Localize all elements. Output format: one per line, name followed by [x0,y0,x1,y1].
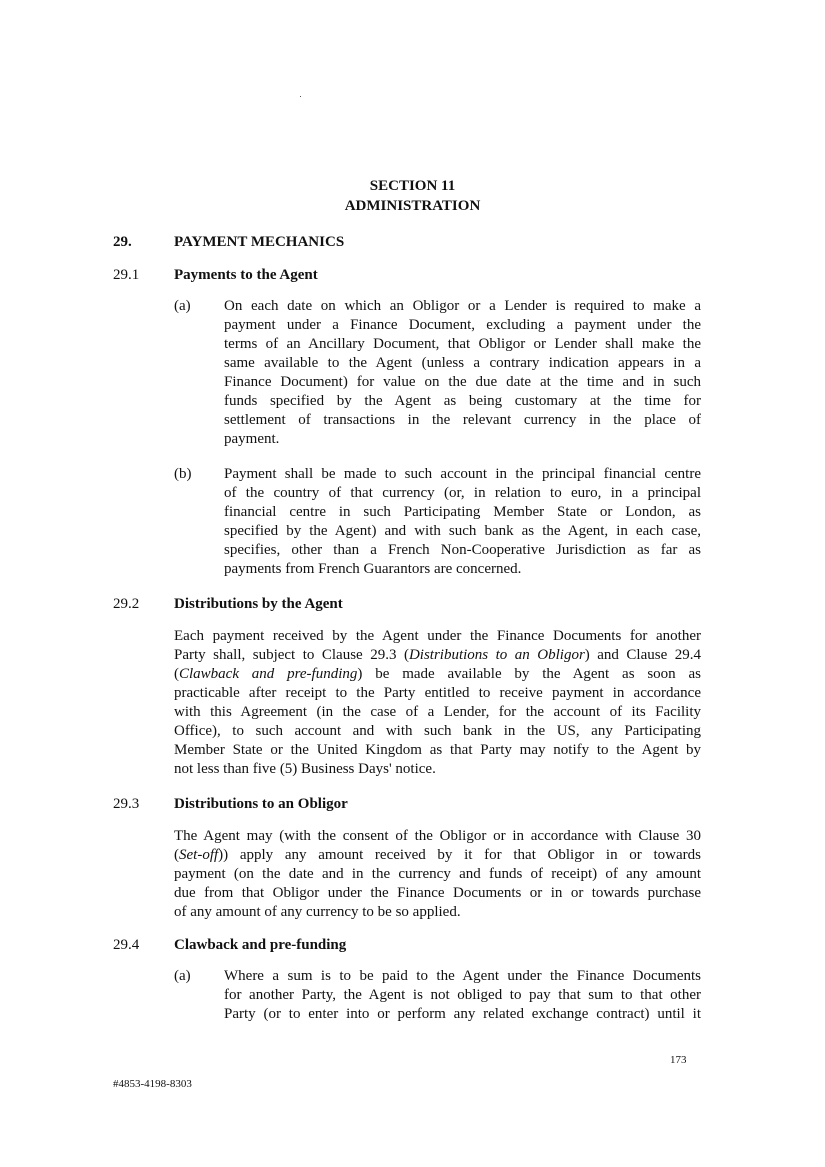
clause-29-title: PAYMENT MECHANICS [174,234,345,250]
clause-29-2-text: Each payment received by the Agent under the Finance Documents for another Party shall, subject to Clause 29.3 (Distributions to an Obligor) and Clause 29.4 (Clawback and pre-funding) be made available by the Agent as soon as practicable after receipt to the Party entitled to receive payment in accordance with this Agreement (in the case of a Lender, for the account of its Facility Office), to such account and with such bank in the US, any Participating Member State or the United Kingdom as that Party may notify to the Agent by not less than five (5) Business Days' notice. [174,628,701,777]
clause-29-1-a-text: On each date on which an Obligor or a Lender is required to make a payment under a Finance Document, excluding a payment under the terms of an Ancillary Document, that Obligor or Lender shall make the same available to the Agent (unless a contrary indication appears in a Finance Document) for value on the due date at the time and in such funds specified by the Agent as being customary at the time for settlement of transactions in the relevant currency in the place of payment. [224,298,701,447]
clause-29-4-a-label: (a) [174,968,191,984]
clause-29-4-a-text: Where a sum is to be paid to the Agent under the Finance Documents for another Party, the Agent is not obliged to pay that sum to that other Party (or to enter into or perform any related exchange contract) until it [224,968,701,1022]
clause-29-1-a-label: (a) [174,298,191,314]
clause-29-2-number: 29.2 [113,596,140,612]
clause-29-1-title: Payments to the Agent [174,267,318,283]
page-number: 173 [670,1054,687,1066]
clause-29-3-text: The Agent may (with the consent of the Obligor or in accordance with Clause 30 (Set-off)) apply any amount received by it for that Obligor in or towards payment (on the date and in the currency and funds of receipt) of any amount due from that Obligor under the Finance Documents or in or towards purchase of any amount of any currency to be so applied. [174,828,701,920]
document-reference: #4853-4198-8303 [113,1078,192,1090]
clause-29-number: 29. [113,234,132,250]
section-label: SECTION 11 [369,178,456,194]
clause-29-4-title: Clawback and pre-funding [174,937,347,953]
clause-29-3-title: Distributions to an Obligor [174,796,348,812]
section-title: ADMINISTRATION [344,198,481,214]
clause-29-2-title: Distributions by the Agent [174,596,343,612]
clause-29-1-b-label: (b) [174,466,192,482]
clause-29-4-number: 29.4 [113,937,140,953]
scan-speck [300,96,301,97]
clause-29-1-number: 29.1 [113,267,140,283]
clause-29-1-b-text: Payment shall be made to such account in the principal financial centre of the country of that currency (or, in relation to euro, in a principal financial centre in such Participating Member State or London, as specified by the Agent) and with such bank as the Agent, in each case, specifies, other than a French Non-Cooperative Jurisdiction as far as payments from French Guarantors are concerned. [224,466,701,577]
clause-29-3-number: 29.3 [113,796,140,812]
